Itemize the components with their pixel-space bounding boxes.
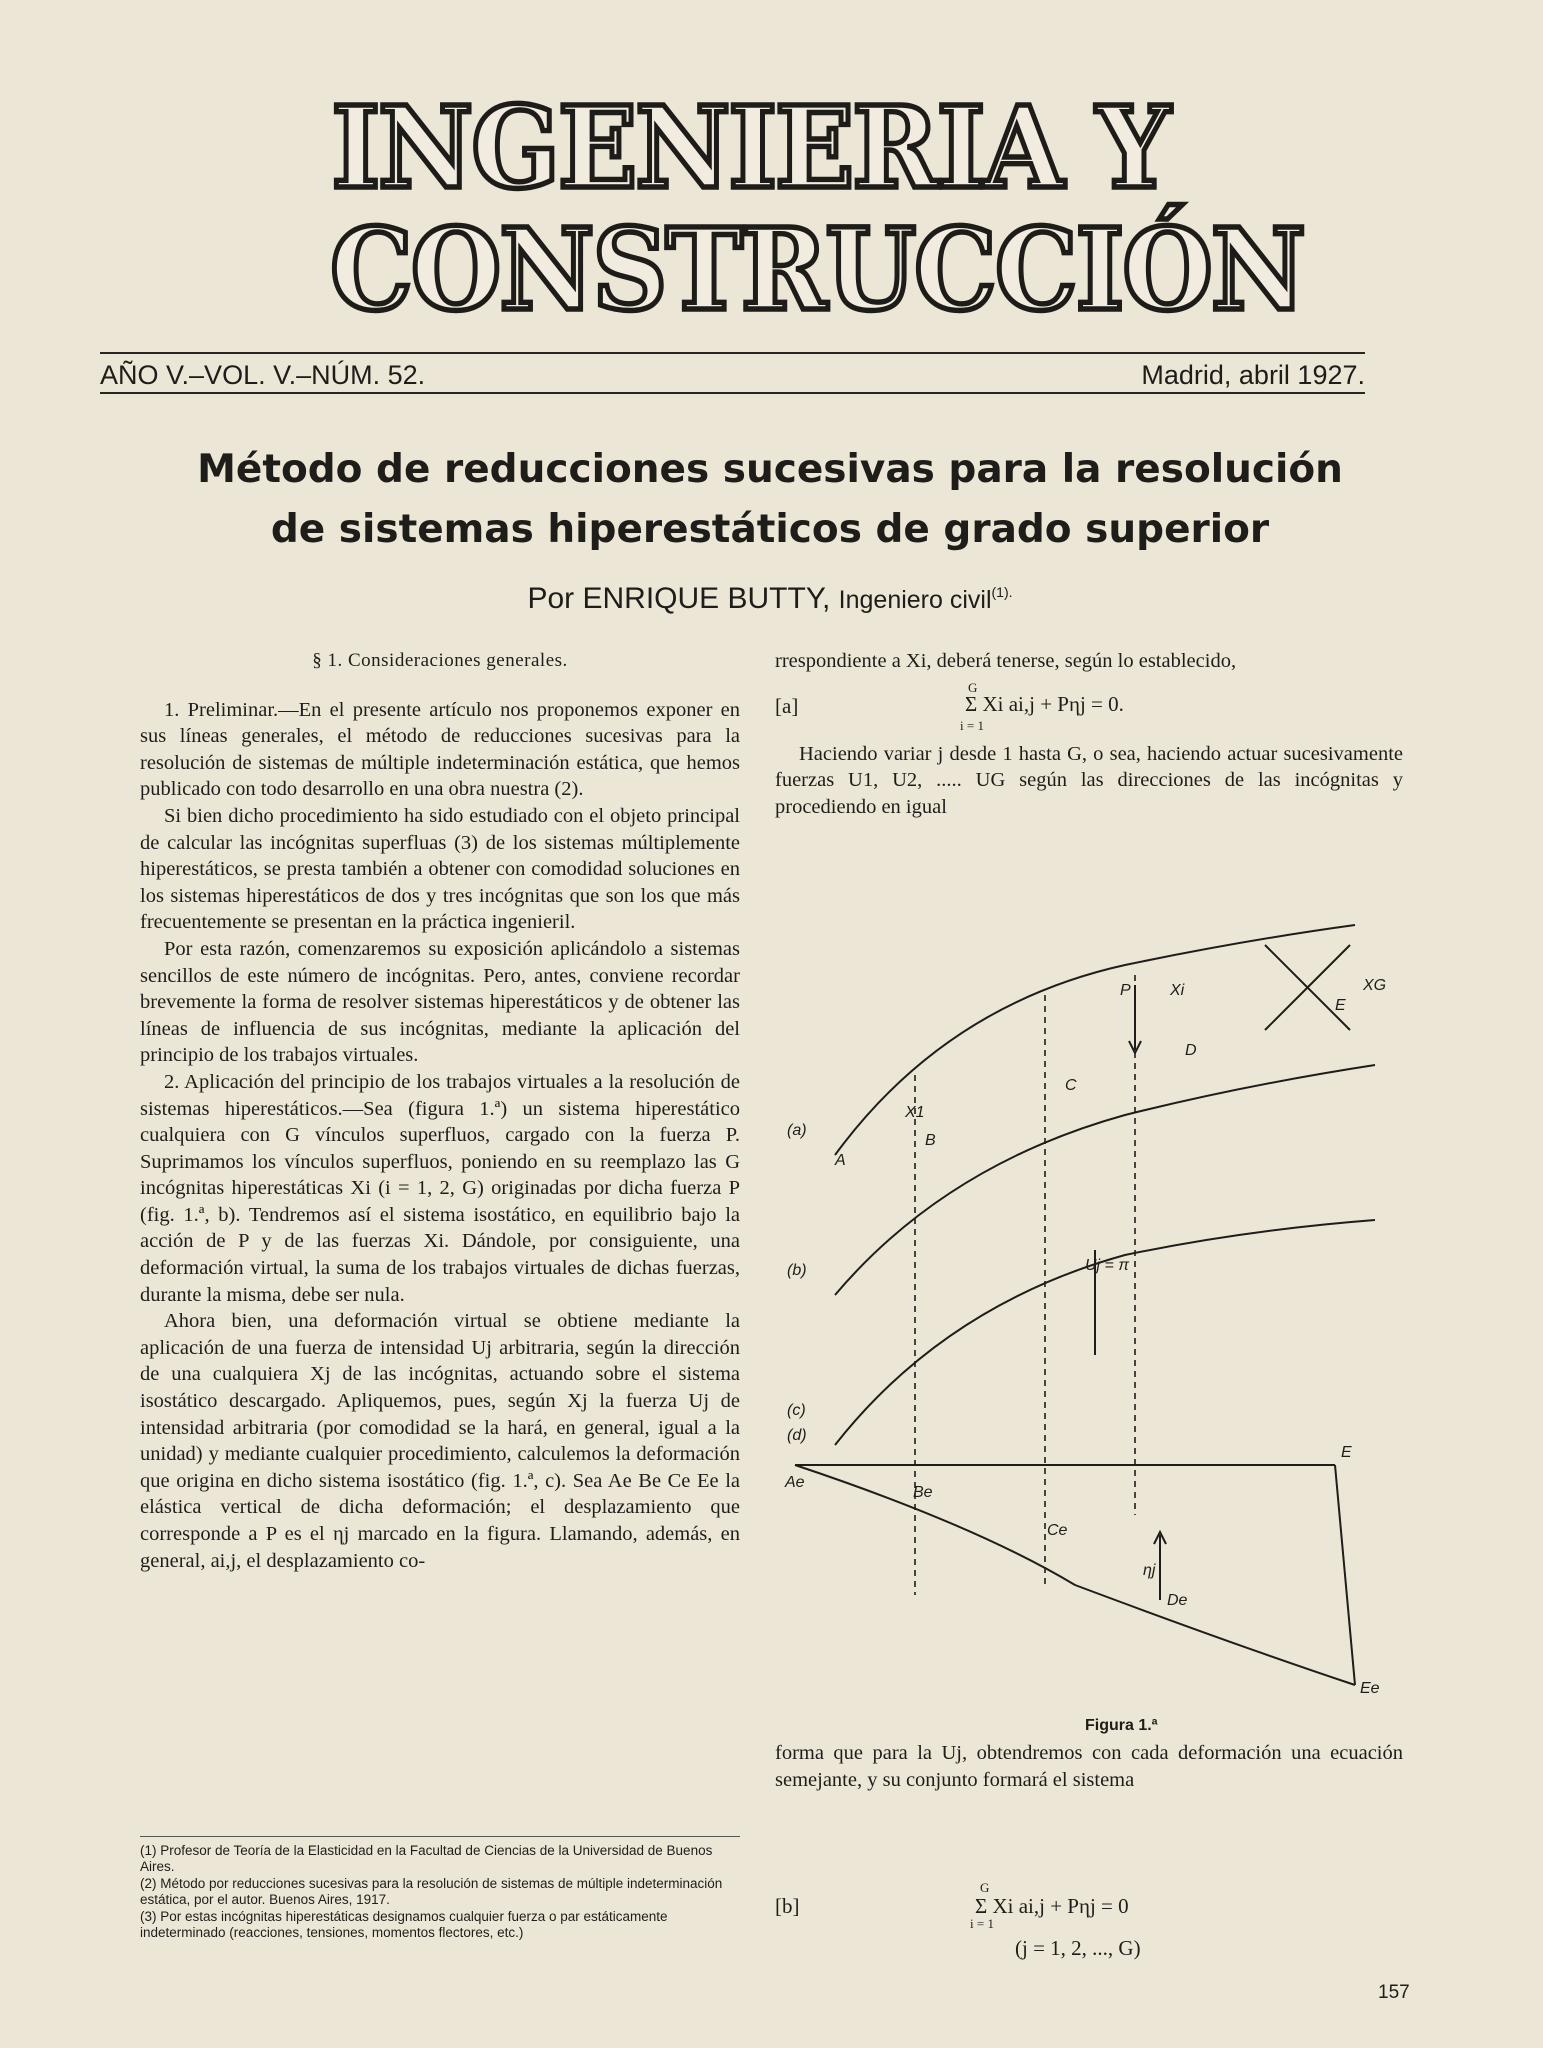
page-number: 157 bbox=[1378, 1982, 1410, 2003]
equation-b-label: [b] bbox=[775, 1894, 800, 1918]
label-D: D bbox=[1185, 1042, 1197, 1059]
label-P: P bbox=[1120, 982, 1131, 999]
label-B: B bbox=[925, 1132, 936, 1149]
author-note: (1). bbox=[991, 584, 1013, 600]
equation-a-body: Σ Xi ai,j + Pηj = 0. bbox=[965, 691, 1124, 716]
figure-caption: Figura 1.ª bbox=[1085, 1717, 1158, 1734]
label-d: (d) bbox=[787, 1427, 807, 1444]
elastic-end-line bbox=[1335, 1465, 1355, 1685]
equation-b-upper-limit: G bbox=[980, 1880, 990, 1895]
equation-a bbox=[775, 675, 1403, 731]
paragraph-correspondiente: rrespondiente a Xi, deberá tenerse, según lo establecido, bbox=[775, 650, 1237, 672]
issue-date: Madrid, abril 1927. bbox=[1141, 360, 1365, 390]
journal-masthead bbox=[330, 81, 1304, 336]
label-XG: XG bbox=[1363, 977, 1387, 994]
label-X1: X1 bbox=[905, 1104, 925, 1121]
label-Ee-top: E bbox=[1341, 1444, 1352, 1461]
paragraph-preliminar: 1. Preliminar.—En el presente artículo nos proponemos exponer en sus líneas generales, el método de reducciones sucesivas para la resolución de sistemas de múltiple indeterminación estática, que hemos publicado con todo desarrollo en una obra nuestra (2). bbox=[140, 698, 740, 801]
equation-a-lower-limit: i = 1 bbox=[960, 717, 984, 733]
equation-a-upper-limit: G bbox=[968, 679, 978, 695]
footnote-1: (1) Profesor de Teoría de la Elasticidad en la Facultad de Ciencias de la Universidad de Buenos Aires. bbox=[140, 1843, 713, 1874]
label-b: (b) bbox=[787, 1262, 807, 1279]
paragraph-haciendo-variar: Haciendo variar j desde 1 hasta G, o sea, haciendo actuar sucesivamente fuerzas U1, U2, ..... UG según las direcciones de las incógnitas y procediendo en igual bbox=[775, 742, 1403, 818]
paragraph-exposicion: Por esta razón, comenzaremos su exposición aplicándolo a sistemas sencillos de este número de incógnitas. Pero, antes, conviene recordar brevemente la forma de resolver sistemas hiperestáticos y de obtener las líneas de influencia de sus incógnitas, mediante la aplicación del principio de los trabajos virtuales. bbox=[140, 937, 740, 1067]
footnote-2: (2) Método por reducciones sucesivas para la resolución de sistemas de múltiple indeterminación estática, por el autor. Buenos Aires, 1917. bbox=[140, 1876, 723, 1907]
equation-b bbox=[775, 1880, 1403, 1960]
figure-1-svg bbox=[775, 885, 1415, 1705]
label-eta: ηj bbox=[1143, 1562, 1156, 1579]
paragraph-deformacion: Ahora bien, una deformación virtual se obtiene mediante la aplicación de una fuerza de intensidad Uj arbitraria, según la dirección de una cualquiera Xj de las incógnitas, actuando sobre el sistema isostático descargado. Apliquemos, pues, según Xj la fuerza Uj de intensidad arbitraria (por comodidad se la hará, en general, igual a la unidad) y mediante cualquier procedimiento, calculemos la deformación que origina en dicho sistema isostático (fig. 1.ª, c). Sea Ae Be Ce Ee la elástica vertical de dicha deformación; el desplazamiento que corresponde a P es el ηj marcado en la figura. Llamando, además, en general, ai,j, el desplazamiento co- bbox=[140, 1310, 740, 1572]
masthead-line-2: CONSTRUCCIÓN bbox=[330, 203, 1304, 336]
title-line-2: de sistemas hiperestáticos de grado superior bbox=[270, 507, 1270, 552]
elastic-line bbox=[795, 1465, 1355, 1685]
masthead-line-1: INGENIERIA Y bbox=[331, 81, 1169, 214]
paragraph-trabajos-virtuales: 2. Aplicación del principio de los trabajos virtuales a la resolución de sistemas hiperestáticos.—Sea (figura 1.ª) un sistema hiperestático cualquiera con G vínculos superfluos, cargado con la fuerza P. Suprimamos los vínculos superfluos, poniendo en su reemplazo las G incógnitas hiperestáticas Xi (i = 1, 2, G) originadas por dicha fuerza P (fig. 1.ª, b). Tendremos así el sistema isostático, en equilibrio bajo la acción de P y de las fuerzas Xi. Dándole, por consiguiente, una deformación virtual, la suma de los trabajos virtuales de dichas fuerzas, durante la misma, debe ser nula. bbox=[140, 1070, 740, 1306]
arch-c bbox=[835, 1220, 1375, 1445]
equation-a-label: [a] bbox=[775, 693, 799, 718]
label-A: A bbox=[835, 1152, 846, 1169]
title-line-1: Método de reducciones sucesivas para la resolución bbox=[197, 447, 1343, 492]
right-column-continued bbox=[775, 1740, 1403, 1793]
label-Uj: Uj = π bbox=[1085, 1257, 1130, 1274]
label-a: (a) bbox=[787, 1122, 807, 1139]
footnote-3: (3) Por estas incógnitas hiperestáticas designamos cualquier fuerza o par estáticamente indeterminado (reacciones, tensiones, momentos flectores, etc.) bbox=[140, 1909, 668, 1940]
article-title bbox=[100, 440, 1440, 560]
equation-b-body: Σ Xi ai,j + Pηj = 0 bbox=[975, 1894, 1129, 1918]
author: Por ENRIQUE BUTTY, bbox=[527, 582, 831, 615]
label-De: De bbox=[1167, 1592, 1188, 1609]
issue-info-bar bbox=[100, 352, 1365, 394]
label-C: C bbox=[1065, 1077, 1077, 1094]
footnotes bbox=[140, 1836, 740, 1942]
label-Ee: Ee bbox=[1360, 1680, 1380, 1697]
paragraph-objeto: Si bien dicho procedimiento ha sido estudiado con el objeto principal de calcular las incógnitas superfluas (3) de los sistemas múltiplemente hiperestáticos, se presta también a obtener con comodidad soluciones en los sistemas hiperestáticos de dos y tres incógnitas que son los que más frecuentemente se presentan en la práctica ingenieril. bbox=[140, 804, 740, 934]
paragraph-forma: forma que para la Uj, obtendremos con cada deformación una ecuación semejante, y su conjunto formará el sistema bbox=[775, 1742, 1403, 1791]
byline bbox=[100, 582, 1440, 616]
author-role: Ingeniero civil bbox=[838, 586, 992, 614]
label-E: E bbox=[1335, 997, 1346, 1014]
issue-volume: AÑO V.–VOL. V.–NÚM. 52. bbox=[100, 360, 426, 390]
left-column bbox=[140, 648, 740, 1574]
right-column bbox=[775, 648, 1403, 820]
label-Xi: Xi bbox=[1170, 982, 1185, 999]
equation-b-range: (j = 1, 2, ..., G) bbox=[1015, 1936, 1141, 1960]
section-heading: § 1. Consideraciones generales. bbox=[312, 650, 568, 671]
label-Be: Be bbox=[913, 1484, 933, 1501]
label-Ce: Ce bbox=[1047, 1522, 1068, 1539]
figure-1-diagram bbox=[775, 885, 1415, 1705]
equation-b-lower-limit: i = 1 bbox=[970, 1916, 994, 1931]
label-Ae: Ae bbox=[785, 1474, 805, 1491]
label-c: (c) bbox=[787, 1402, 806, 1419]
